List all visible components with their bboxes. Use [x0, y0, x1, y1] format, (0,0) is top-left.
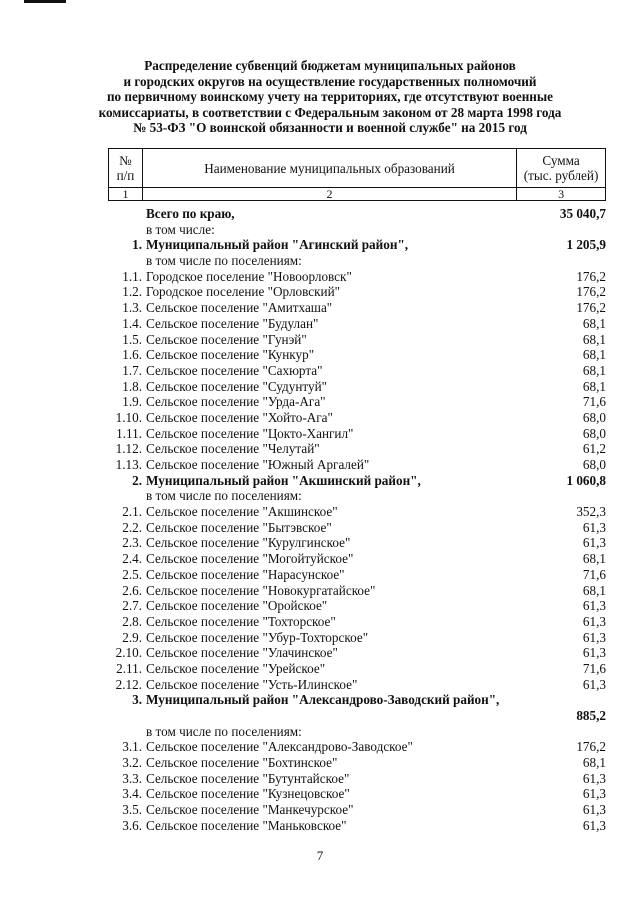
- table-row: [108, 300, 606, 316]
- table-row: [108, 504, 606, 520]
- table-row: [108, 614, 606, 630]
- row-name: Сельское поселение "Судунтуй": [146, 378, 328, 394]
- table-row: [108, 332, 606, 348]
- title-line: Распределение субвенций бюджетам муниципальных районов: [144, 58, 516, 73]
- row-value: 61,3: [582, 598, 606, 614]
- row-number: 2.6.: [122, 582, 142, 598]
- row-number: 2.10.: [115, 645, 142, 661]
- row-name: Сельское поселение "Южный Аргалей": [146, 457, 370, 472]
- header-col-3: 3: [517, 188, 606, 201]
- row-value: 61,3: [582, 802, 606, 818]
- row-name: Сельское поселение "Новокургатайское": [146, 582, 376, 598]
- row-value: 68,0: [582, 409, 606, 425]
- row-number: 3.2.: [122, 755, 142, 771]
- row-value: 61,3: [582, 613, 606, 629]
- table-row: [108, 755, 606, 771]
- row-number: 2.8.: [122, 613, 142, 629]
- row-value: 61,3: [582, 519, 606, 535]
- row-name: Сельское поселение "Нарасунское": [146, 566, 345, 582]
- row-number: 1.12.: [115, 441, 142, 457]
- row-number: 2.5.: [122, 566, 142, 582]
- table-row: [108, 786, 606, 802]
- row-name: Сельское поселение "Урейское": [146, 660, 326, 676]
- row-number: 1.: [132, 237, 142, 253]
- row-value: 61,3: [582, 535, 606, 551]
- row-name: Сельское поселение "Бохтинское": [146, 755, 338, 771]
- header-sum-line2: (тыс. рублей): [523, 168, 599, 183]
- row-value: 61,3: [582, 629, 606, 645]
- row-name: Сельское поселение "Акшинское": [146, 504, 338, 520]
- row-name: Городское поселение "Орловский": [146, 284, 341, 300]
- table-row: [108, 284, 606, 300]
- row-number: 1.5.: [122, 331, 142, 347]
- row-name: Сельское поселение "Манкечурское": [146, 802, 354, 818]
- row-number: 1.2.: [122, 284, 142, 300]
- row-name: Сельское поселение "Усть-Илинское": [146, 676, 358, 692]
- header-num-line1: №: [119, 153, 132, 168]
- row-number: 2.2.: [122, 519, 142, 535]
- header-col-1: 1: [109, 188, 143, 201]
- row-name: Сельское поселение "Кункур": [146, 347, 315, 363]
- table-row: [108, 457, 606, 473]
- row-name: Сельское поселение "Будулан": [146, 315, 319, 331]
- row-value: 61,3: [582, 770, 606, 786]
- row-number: 2.3.: [122, 535, 142, 551]
- row-name: Сельское поселение "Бутунтайское": [146, 770, 350, 786]
- row-name: Муниципальный район "Агинский район",: [146, 237, 409, 253]
- row-number: 3.: [132, 692, 142, 708]
- table-row: [108, 598, 606, 614]
- title-line: по первичному воинскому учету на территориях, где отсутствуют военные: [106, 89, 554, 105]
- row-value: 68,1: [582, 331, 606, 347]
- table-row: [108, 520, 606, 536]
- table-row: [108, 802, 606, 818]
- row-name: Сельское поселение "Оройское": [146, 598, 328, 614]
- row-number: 3.5.: [122, 802, 142, 818]
- row-value: 71,6: [582, 566, 606, 582]
- row-number: 3.4.: [122, 786, 142, 802]
- row-value: 61,3: [582, 676, 606, 692]
- table-row: [108, 630, 606, 646]
- row-number: 1.8.: [122, 378, 142, 394]
- row-name: Муниципальный район "Александрово-Заводский район",: [146, 692, 500, 708]
- row-name: в том числе:: [146, 221, 215, 237]
- row-value: 71,6: [582, 394, 606, 410]
- row-value: 68,1: [582, 551, 606, 567]
- row-value: 68,1: [582, 378, 606, 394]
- row-number: 1.13.: [115, 457, 142, 472]
- row-name: Сельское поселение "Бытэвское": [146, 519, 332, 535]
- row-value: 352,3: [576, 504, 606, 520]
- row-number: 1.3.: [122, 300, 142, 316]
- table-row: [108, 253, 606, 269]
- table-row: [108, 551, 606, 567]
- row-name: Сельское поселение "Челутай": [146, 441, 320, 457]
- row-value: 61,3: [582, 817, 606, 833]
- row-number: 1.11.: [116, 425, 142, 441]
- table-row: [108, 237, 606, 253]
- table-row: [108, 347, 606, 363]
- row-name: Сельское поселение "Гунэй": [146, 331, 307, 347]
- row-name: Сельское поселение "Курулгинское": [146, 535, 351, 551]
- row-name: Сельское поселение "Цокто-Хангил": [146, 425, 354, 441]
- row-name: Сельское поселение "Урда-Ага": [146, 394, 326, 410]
- table-row: [108, 677, 606, 693]
- row-number: 1.6.: [122, 347, 142, 363]
- table-row: [108, 222, 606, 238]
- table-row: [108, 206, 606, 222]
- table-row: [108, 739, 606, 755]
- row-value: 71,6: [582, 660, 606, 676]
- table-row: [108, 379, 606, 395]
- row-name: Сельское поселение "Могойтуйское": [146, 551, 354, 567]
- row-number: 2.7.: [122, 598, 142, 614]
- row-number: 3.3.: [122, 770, 142, 786]
- row-number: 2.11.: [116, 660, 142, 676]
- row-value: 68,0: [582, 425, 606, 441]
- table-row: [108, 394, 606, 410]
- table-row: [108, 410, 606, 426]
- row-name: в том числе по поселениям:: [146, 723, 302, 739]
- row-value: 176,2: [576, 284, 606, 300]
- row-name: в том числе по поселениям:: [146, 253, 302, 269]
- title-line: комиссариаты, в соответствии с Федеральным законом от 28 марта 1998 года: [98, 104, 562, 120]
- row-value: 176,2: [576, 268, 606, 284]
- table-row: [108, 363, 606, 379]
- table-row: [108, 316, 606, 332]
- header-name: Наименование муниципальных образований: [142, 149, 516, 188]
- header-num-line2: п/п: [116, 168, 135, 183]
- table-row: [108, 535, 606, 551]
- row-name: Сельское поселение "Амитхаша": [146, 300, 333, 316]
- row-value: 68,1: [582, 362, 606, 378]
- header-sum-line1: Сумма: [542, 153, 580, 168]
- row-value: 61,3: [582, 645, 606, 661]
- table-row: [108, 473, 606, 489]
- row-value: 35 040,7: [559, 206, 606, 221]
- row-number: 2.4.: [122, 551, 142, 567]
- row-name: Всего по краю,: [146, 206, 235, 221]
- table-row: [108, 567, 606, 583]
- row-name: Сельское поселение "Маньковское": [146, 817, 347, 833]
- document-title: [60, 58, 600, 136]
- table-row: [108, 661, 606, 677]
- title-line: № 53-ФЗ "О воинской обязанности и военной службе" на 2015 год: [133, 120, 527, 136]
- row-name: Сельское поселение "Убур-Тохторское": [146, 629, 369, 645]
- header-num: [109, 149, 143, 188]
- row-name: Муниципальный район "Акшинский район",: [146, 472, 421, 488]
- row-number: 3.6.: [122, 817, 142, 833]
- row-name: Сельское поселение "Сахюрта": [146, 362, 323, 378]
- row-number: 3.1.: [122, 739, 142, 755]
- row-name: Сельское поселение "Кузнецовское": [146, 786, 350, 802]
- table-row: [108, 488, 606, 504]
- row-value: 68,1: [582, 755, 606, 771]
- row-name: Сельское поселение "Улачинское": [146, 645, 338, 661]
- row-number: 2.1.: [122, 504, 142, 520]
- row-name: Сельское поселение "Тохторское": [146, 613, 336, 629]
- row-value: 61,3: [582, 786, 606, 802]
- row-value: 176,2: [576, 739, 606, 755]
- row-number: 2.: [132, 472, 142, 488]
- top-rule: [24, 0, 66, 3]
- row-value: 68,1: [582, 347, 606, 363]
- header-sum: [517, 149, 606, 188]
- table-row: [108, 724, 606, 740]
- row-number: 1.10.: [115, 409, 142, 425]
- row-number: 1.1.: [122, 268, 142, 284]
- table-row: [108, 645, 606, 661]
- row-value: 1 060,8: [566, 472, 606, 488]
- table-row: [108, 771, 606, 787]
- table-row: [108, 441, 606, 457]
- row-number: 1.7.: [122, 362, 142, 378]
- row-value: 68,1: [582, 582, 606, 598]
- table-row: [108, 426, 606, 442]
- table-row: [108, 269, 606, 285]
- row-value: 176,2: [576, 300, 606, 316]
- row-value: 1 205,9: [566, 237, 606, 253]
- row-number: 2.9.: [122, 629, 142, 645]
- row-value: 68,1: [582, 315, 606, 331]
- row-value: 61,2: [582, 441, 606, 457]
- row-number: 1.9.: [122, 394, 142, 410]
- row-name: Сельское поселение "Александрово-Заводское": [146, 739, 413, 755]
- row-number: 1.4.: [122, 315, 142, 331]
- title-line: и городских округов на осуществление государственных полномочий: [123, 73, 537, 89]
- row-number: 2.12.: [115, 676, 142, 692]
- page-number: 7: [316, 848, 324, 863]
- row-name: Городское поселение "Новоорловск": [146, 268, 352, 284]
- row-value: 885,2: [576, 708, 606, 723]
- table-header: [108, 148, 606, 201]
- header-col-2: 2: [142, 188, 516, 201]
- table-row: [108, 818, 606, 834]
- row-name: Сельское поселение "Хойто-Ага": [146, 409, 333, 425]
- table-row: [108, 583, 606, 599]
- row-value: 68,0: [582, 457, 606, 472]
- row-name: в том числе по поселениям:: [146, 488, 302, 504]
- table-row: [108, 692, 606, 723]
- table-body: [108, 206, 606, 834]
